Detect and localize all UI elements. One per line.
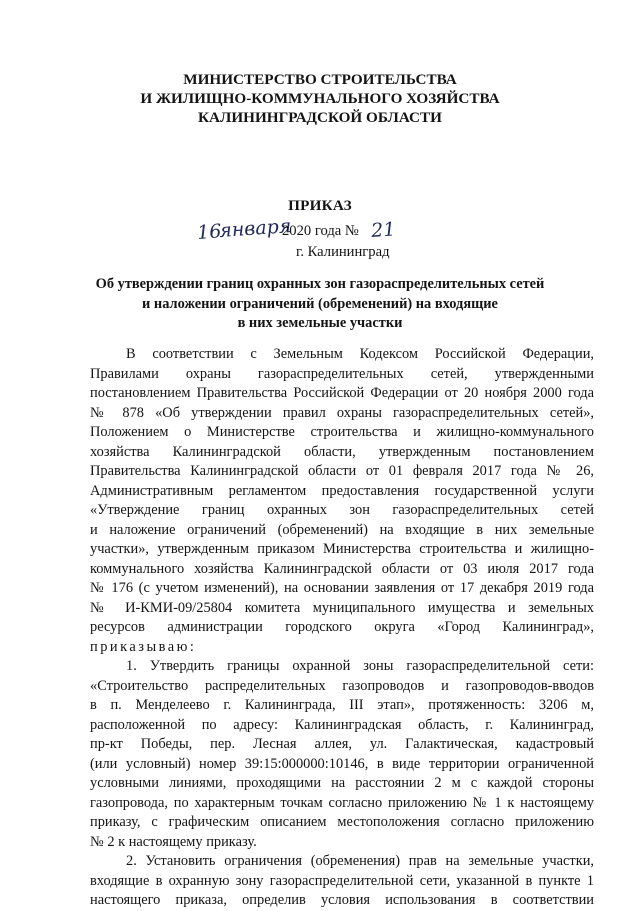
body-line: постановлением Правительства Российской Федерации от 20 ноября 2000 года [90, 385, 594, 401]
body-line-order-verb: приказываю: [90, 638, 197, 655]
body-line: участки», утвержденным приказом Министерства строительства и жилищно- [90, 541, 594, 557]
subject-line-1: Об утверждении границ охранных зон газораспределительных сетей [95, 276, 545, 292]
item-1-line: расположенной по адресу: Калининградская область, г. Калининград, [90, 716, 594, 733]
handwritten-day: 16 [196, 220, 223, 244]
date-line [0, 215, 640, 244]
body-line: «Утверждение границ охранных зон газораспределительных сетей [90, 502, 594, 518]
body-line: В соответствии с Земельным Кодексом Российской Федерации, [126, 346, 594, 362]
subject-line-3: в них земельные участки [237, 315, 403, 331]
handwritten-month: января [218, 215, 293, 242]
body-line: Правительства Калининградской области от 01 февраля 2017 года № 26, [90, 463, 594, 479]
city-line: г. Калининград [296, 244, 390, 260]
item-1-line: условными линиями, проходящими на расстоянии 2 м с каждой стороны [90, 775, 594, 791]
body-line: № 176 (с учетом изменений), на основании заявления от 17 декабря 2019 года [90, 580, 594, 596]
order-subject [0, 275, 640, 334]
body-line: хозяйства Калининградской области, утвержденным постановлением [90, 443, 594, 460]
item-1-line: № 2 к настоящему приказу. [90, 833, 257, 850]
body-line: Правилами охраны газораспределительных сетей, утвержденными [90, 365, 594, 382]
item-1-line: пр-кт Победы, пер. Лесная аллея, ул. Галактическая, кадастровый [90, 736, 594, 752]
item-1-line: газопровода, по характерным точкам согласно приложению № 1 к настоящему [90, 794, 594, 811]
document-type-title: ПРИКАЗ [288, 197, 352, 214]
order-body [90, 345, 594, 911]
ministry-header [0, 70, 640, 127]
subject-line-2: и наложении ограничений (обременений) на входящие [142, 295, 498, 312]
body-line: коммунального хозяйства Калининградской области от 03 июля 2017 года [90, 560, 594, 577]
header-line-1: МИНИСТЕРСТВО СТРОИТЕЛЬСТВА [183, 71, 457, 88]
item-2-line: 2. Установить ограничения (обременения) прав на земельные участки, [126, 853, 594, 869]
item-1-line: в п. Менделеево г. Калининграда, III этап», протяженность: 3206 м, [90, 697, 594, 713]
item-1-line: (или условный) номер 39:15:000000:10146, в виде территории ограниченной [90, 755, 594, 772]
header-line-2: И ЖИЛИЩНО-КОММУНАЛЬНОГО ХОЗЯЙСТВА [140, 90, 500, 107]
body-line: и наложение ограничений (обременений) на входящие в них земельные [90, 521, 594, 538]
body-line: № И-КМИ-09/25804 комитета муниципального имущества и земельных [90, 599, 594, 616]
item-2-line: входящие в охранную зону газораспределительной сети, указанной в пункте 1 [90, 872, 594, 889]
item-2-line: настоящего приказа, определив условия использования в соответствии [90, 892, 594, 908]
printed-date-text: 2020 года № [282, 223, 359, 239]
item-1-line: приказу, с графическим описанием местоположения согласно приложению [90, 814, 594, 830]
body-line: № 878 «Об утверждении правил охраны газораспределительных сетей», [90, 404, 594, 421]
body-line: Административным регламентом предоставления государственной услуги [90, 482, 594, 499]
body-line: ресурсов администрации городского округа «Город Калининград», [90, 619, 594, 635]
item-1-line: «Строительство распределительных газопроводов и газопроводов-вводов [90, 677, 594, 694]
item-1-line: 1. Утвердить границы охранной зоны газораспределительной сети: [126, 658, 594, 674]
handwritten-order-number: 21 [370, 218, 397, 242]
body-line: Положением о Министерстве строительства и жилищно-коммунального [90, 424, 594, 440]
header-line-3: КАЛИНИНГРАДСКОЙ ОБЛАСТИ [198, 109, 442, 126]
